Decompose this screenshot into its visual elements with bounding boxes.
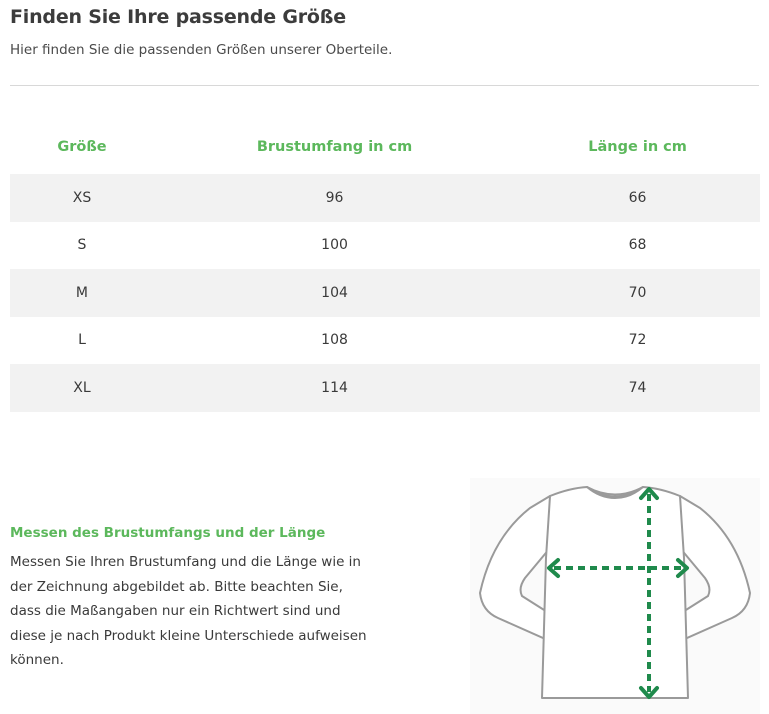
measurement-heading: Messen des Brustumfangs und der Länge [10, 525, 326, 541]
size-table [10, 120, 760, 412]
cell-length: 68 [628, 237, 647, 254]
table-header-row [10, 120, 760, 174]
header-size: Größe [57, 139, 107, 155]
cell-size: L [78, 332, 86, 349]
cell-length: 66 [515, 174, 760, 222]
page-subtitle: Hier finden Sie die passenden Größen unserer Oberteile. [10, 42, 393, 58]
divider [10, 85, 759, 86]
cell-size: S [77, 237, 87, 254]
page-title: Finden Sie Ihre passende Größe [10, 6, 346, 28]
table-row [10, 174, 760, 222]
table-row [10, 364, 760, 412]
cell-size: XS [10, 174, 154, 222]
cell-chest: 114 [154, 364, 515, 412]
header-chest: Brustumfang in cm [256, 139, 413, 155]
cell-length: 70 [515, 269, 760, 317]
cell-size: M [10, 269, 154, 317]
cell-size: XL [10, 364, 154, 412]
cell-length: 74 [515, 364, 760, 412]
cell-chest: 104 [154, 269, 515, 317]
cell-chest: 108 [321, 332, 348, 349]
table-row [10, 317, 760, 365]
table-row [10, 222, 760, 270]
table-row [10, 269, 760, 317]
header-length: Länge in cm [588, 139, 687, 155]
cell-length: 72 [628, 332, 647, 349]
cell-chest: 96 [154, 174, 515, 222]
shirt-measurement-icon [470, 478, 760, 714]
measurement-description: Messen Sie Ihren Brustumfang und die Länge wie in der Zeichnung abgebildet ab. Bitte beachten Sie, dass die Maßangaben nur ein Richtwert sind und diese je nach Produkt kleine Unterschiede aufweisen können. [10, 554, 367, 668]
cell-chest: 100 [321, 237, 348, 254]
